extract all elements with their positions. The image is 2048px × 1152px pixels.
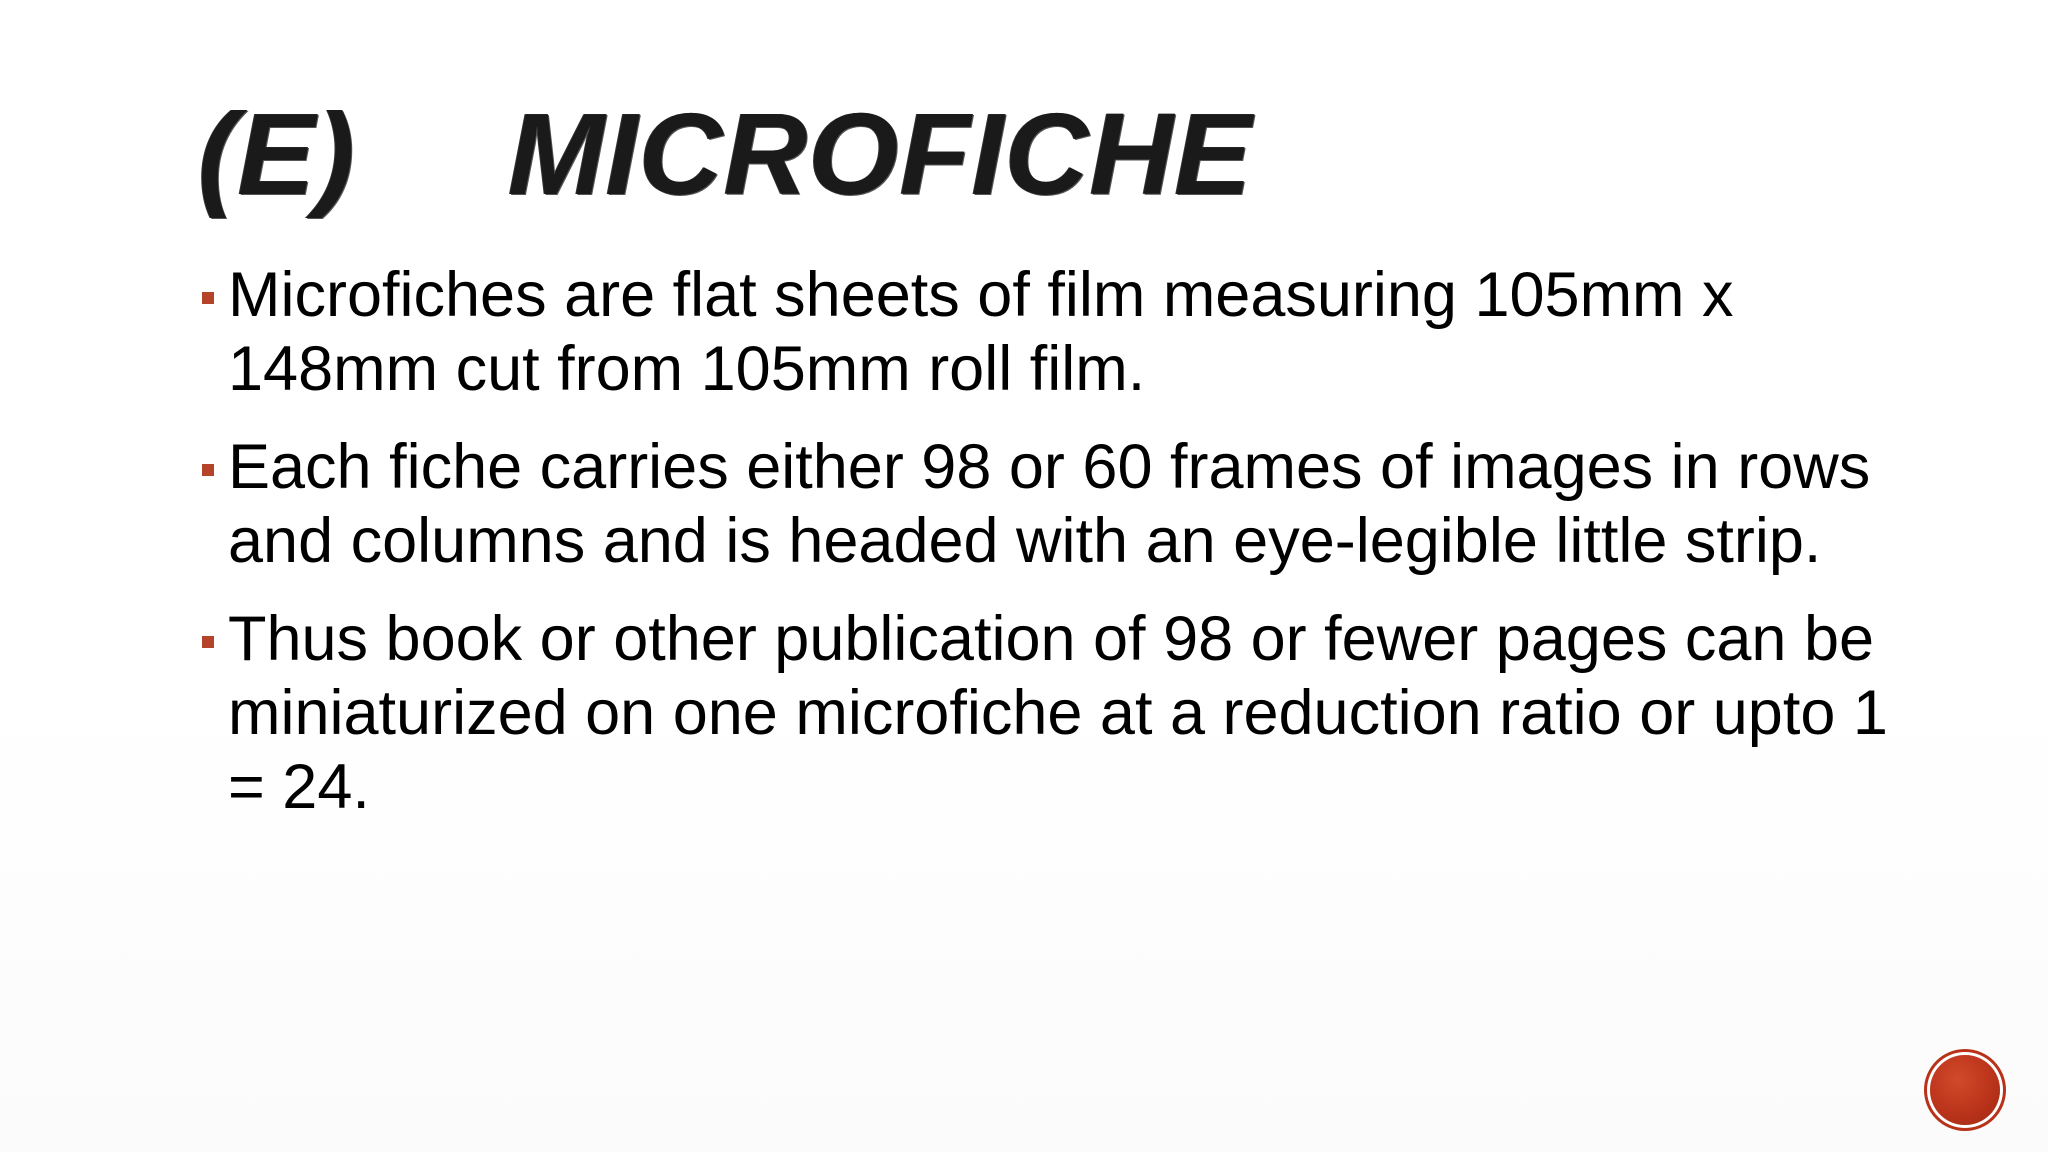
bullet-text: Microfiches are flat sheets of film measuring 105mm x 148mm cut from 105mm roll film. — [228, 260, 1734, 404]
bullet-item — [198, 430, 1898, 578]
square-bullet-icon — [202, 464, 214, 476]
square-bullet-icon — [202, 636, 214, 648]
bullet-item — [198, 602, 1898, 824]
title-prefix: (E) — [198, 89, 356, 219]
bullet-text: Each fiche carries either 98 or 60 frames of images in rows and columns and is headed with an eye-legible little strip. — [228, 432, 1871, 576]
bullet-item — [198, 258, 1898, 406]
bullet-text: Thus book or other publication of 98 or fewer pages can be miniaturized on one microfiche at a reduction ratio or upto 1 = 24. — [228, 604, 1888, 822]
title-main: MICROFICHE — [508, 89, 1253, 219]
square-bullet-icon — [202, 292, 214, 304]
slide-title — [198, 89, 1253, 219]
bullet-list — [198, 258, 1898, 848]
next-slide-circle-icon[interactable] — [1930, 1055, 2000, 1125]
